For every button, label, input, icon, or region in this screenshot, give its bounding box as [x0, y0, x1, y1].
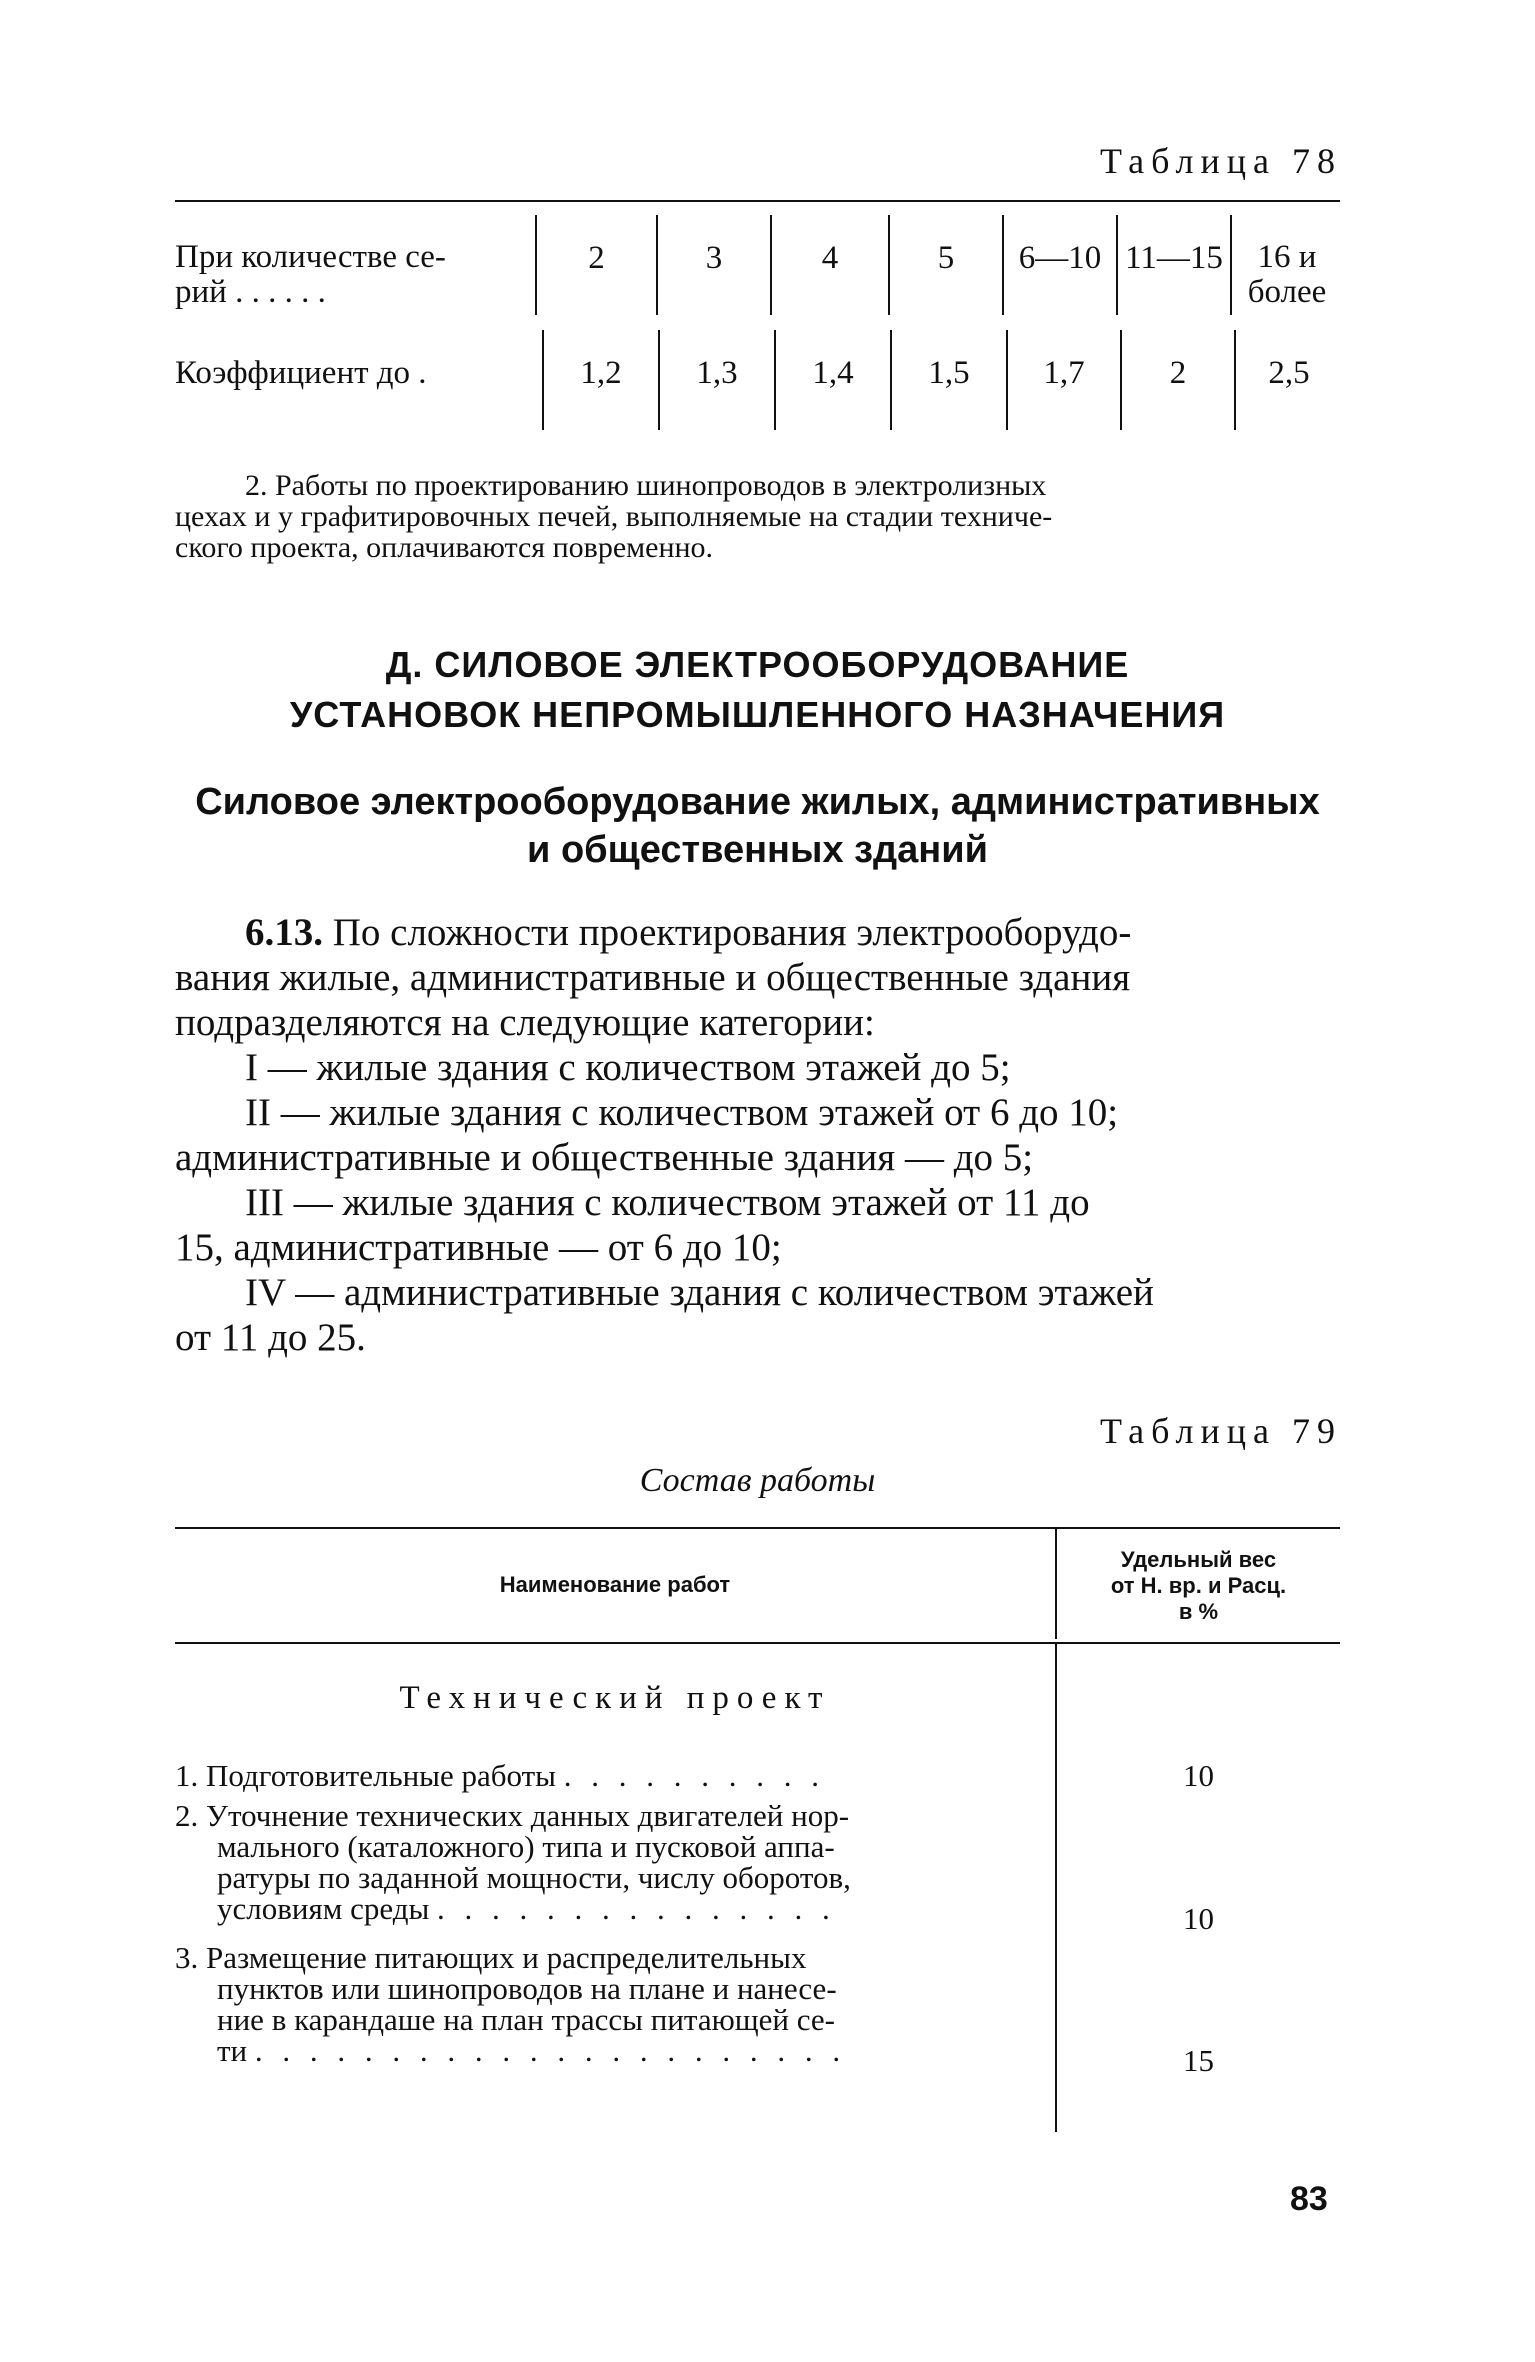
table-78-value: 1,2 — [580, 355, 622, 391]
table-78-col-header: 2 — [588, 240, 605, 276]
table-79-header-rule — [175, 1642, 1340, 1644]
table-79-item-value: 10 — [1183, 1901, 1214, 1936]
table-78-note — [175, 470, 1340, 563]
paragraph-line: от 11 до 25. — [175, 1316, 366, 1359]
category-2: II — жилые здания с количеством этажей от 6 до 10; — [245, 1091, 1119, 1134]
item-line: 3. Размещение питающих и распределительных — [175, 1940, 807, 1975]
table-78-value: 2 — [1169, 355, 1187, 391]
table-78-value: 2,5 — [1268, 355, 1310, 391]
table-79-title: Состав работы — [639, 1462, 876, 1499]
paragraph-number: 6.13. — [245, 911, 323, 954]
row1-label-line2: рий . . . . . . — [175, 274, 326, 310]
table-78-value: 1,5 — [928, 355, 970, 391]
table-79-col1-header: Наименование работ — [499, 1572, 731, 1597]
page-number: 83 — [1290, 2180, 1328, 2218]
table-78-value: 1,7 — [1043, 355, 1085, 391]
leader-dots: . . . . . . . . . . . . . . . . . . . . . . — [254, 2033, 847, 2068]
category-4: IV — административные здания с количеством этажей — [245, 1271, 1154, 1314]
paragraph-line: вания жилые, административные и общественные здания — [175, 956, 1131, 999]
table-79-col2-header — [1057, 1547, 1340, 1625]
item-line: пунктов или шинопроводов на плане и нанесе- — [217, 1971, 837, 2006]
table-78-row2-label: Коэффициент до . — [175, 355, 427, 391]
paragraph-line: подразделяются на следующие категории: — [175, 1001, 875, 1044]
table-78-row1-label — [175, 240, 446, 310]
table-79-item — [175, 1760, 1035, 1791]
table-78-value: 1,4 — [812, 355, 854, 391]
table-78-top-rule — [175, 200, 1340, 202]
leader-dots: . . . . . . . . . . . . . . . — [437, 1891, 836, 1926]
table-78-col-header: 5 — [937, 240, 955, 276]
table-78-col-header: 6—10 — [1018, 240, 1102, 276]
table-79-section-title: Технический проект — [399, 1680, 831, 1716]
col2-header-line2: от Н. вр. и Расц. — [1110, 1573, 1287, 1598]
table-79-item — [175, 1800, 1035, 1924]
item-line: 1. Подготовительные работы — [175, 1758, 557, 1793]
paragraph-line: По сложности проектирования электрооборудо- — [332, 911, 1132, 954]
section-heading-line1: Д. СИЛОВОЕ ЭЛЕКТРООБОРУДОВАНИЕ — [385, 644, 1130, 685]
last-col-line1: 16 и — [1257, 239, 1317, 275]
table-79-caption: Таблица 79 — [1100, 1411, 1342, 1451]
subheading-line2: и общественных зданий — [527, 829, 988, 871]
subheading-line1: Силовое электрооборудование жилых, административных — [195, 781, 1320, 823]
note-line2: цехах и у графитировочных печей, выполняемые на стадии техниче- — [175, 500, 1053, 533]
paragraph-line: административные и общественные здания — до 5; — [175, 1136, 1034, 1179]
table-79-item — [175, 1942, 1035, 2066]
paragraph-6-13 — [175, 910, 1345, 1360]
table-79-item-value: 10 — [1183, 1758, 1214, 1793]
table-78-caption: Таблица 78 — [1100, 141, 1342, 181]
table-78-col-header-last — [1232, 240, 1342, 310]
category-3: III — жилые здания с количеством этажей от 11 до — [245, 1181, 1090, 1224]
category-1: I — жилые здания с количеством этажей до 5; — [245, 1046, 1011, 1089]
section-heading — [175, 640, 1340, 740]
paragraph-line: 15, административные — от 6 до 10; — [175, 1226, 782, 1269]
table-78-col-header: 11—15 — [1125, 240, 1223, 276]
col2-header-line3: в % — [1178, 1599, 1219, 1624]
item-line: ние в карандаше на план трассы питающей се- — [217, 2002, 835, 2037]
item-line: ти — [217, 2033, 248, 2068]
note-line1: 2. Работы по проектированию шинопроводов в электролизных — [245, 469, 1047, 502]
item-line: ратуры по заданной мощности, числу оборотов, — [217, 1860, 851, 1895]
item-line: 2. Уточнение технических данных двигателей нор- — [175, 1798, 850, 1833]
leader-dots: . . . . . . . . . . — [563, 1758, 826, 1793]
note-line3: ского проекта, оплачиваются повременно. — [175, 531, 714, 564]
item-line: мального (каталожного) типа и пусковой аппа- — [217, 1829, 835, 1864]
section-subheading — [175, 778, 1340, 874]
col2-header-line1: Удельный вес — [1120, 1547, 1277, 1572]
table-78-col-header: 3 — [705, 240, 723, 276]
table-79-top-rule — [175, 1527, 1340, 1529]
table-78-col-header: 4 — [821, 240, 839, 276]
item-line: условиям среды — [217, 1891, 430, 1926]
row1-label-line1: При количестве се- — [175, 239, 446, 275]
table-78-value: 1,3 — [696, 355, 738, 391]
section-heading-line2: УСТАНОВОК НЕПРОМЫШЛЕННОГО НАЗНАЧЕНИЯ — [289, 694, 1226, 735]
table-79-item-value: 15 — [1183, 2043, 1214, 2078]
last-col-line2: более — [1247, 274, 1327, 310]
